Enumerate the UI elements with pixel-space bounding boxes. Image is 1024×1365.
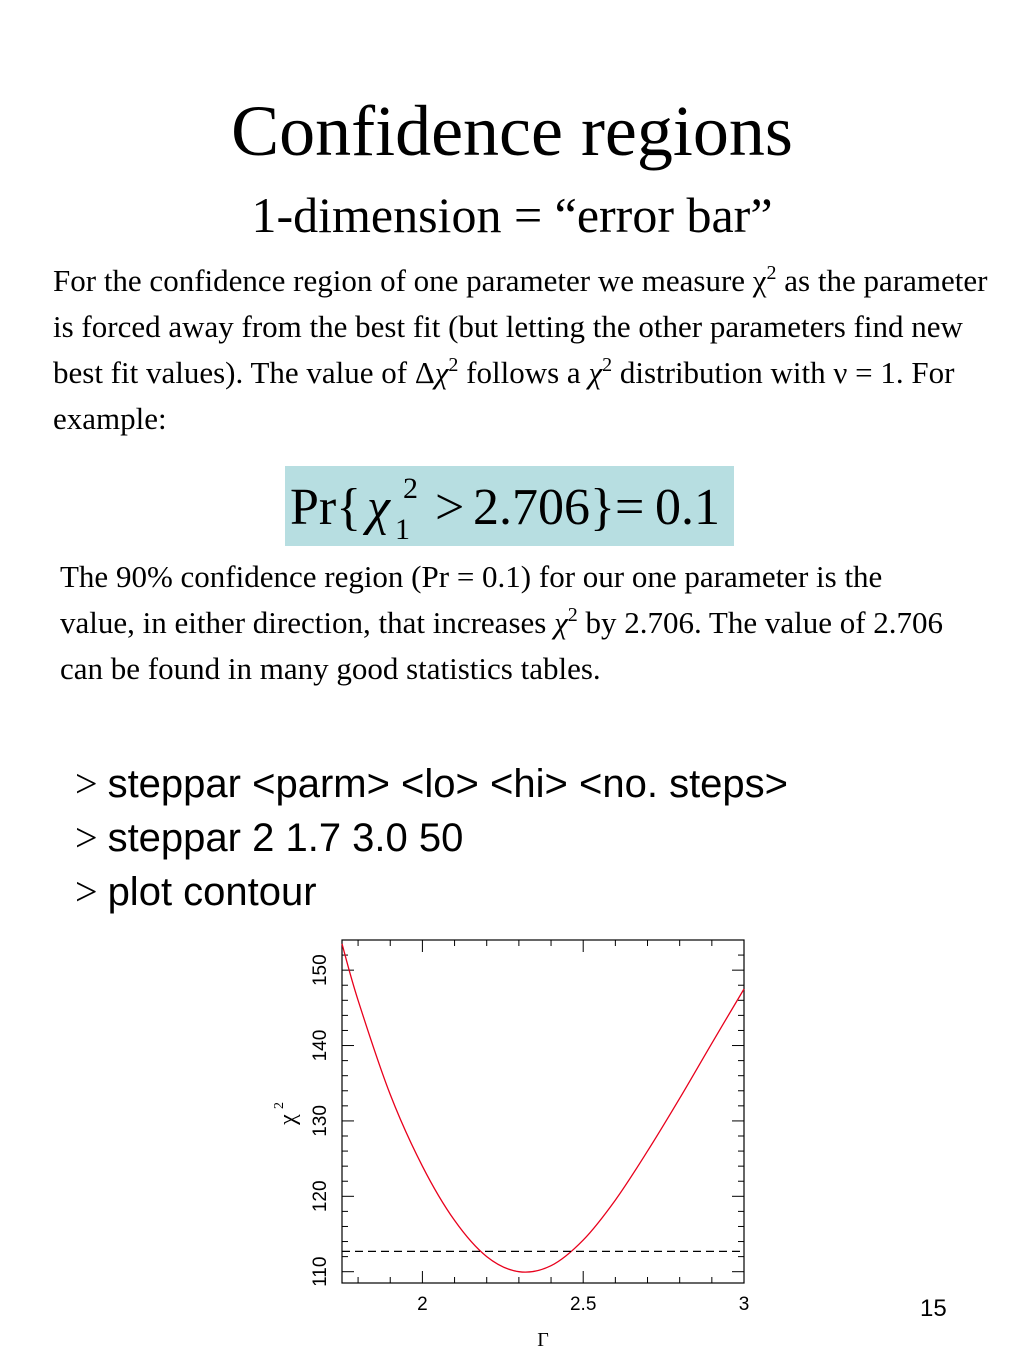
explanation-paragraph	[60, 554, 960, 692]
intro-text-2: as the parameter is forced away from the best fit (but letting the other parameters find new best fit values). The value of Δ	[53, 263, 988, 390]
y-tick-label: 130	[310, 1105, 331, 1137]
slide-subtitle: 1-dimension = “error bar”	[251, 187, 773, 243]
superscript: 2	[567, 604, 578, 626]
eq-pr: Pr{	[290, 479, 362, 536]
eq-gt: >	[435, 479, 465, 536]
eq-chi: χ	[367, 479, 390, 536]
y-tick-label: 120	[310, 1180, 331, 1213]
command-list	[75, 757, 975, 919]
equation-box	[285, 466, 734, 546]
intro-text-3: follows a	[458, 355, 589, 390]
chart-svg	[250, 930, 770, 1355]
explain-text-2: by 2.706. The value of 2.706 can be found in many good statistics tables.	[60, 605, 944, 686]
superscript: 2	[602, 354, 613, 376]
y-axis-label: χ	[275, 1114, 301, 1125]
equation	[285, 466, 734, 546]
eq-sub: 1	[395, 513, 410, 546]
command-text: steppar <parm> <lo> <hi> <no. steps>	[107, 762, 789, 806]
chi-symbol: χ	[588, 355, 603, 390]
command-prompt: >	[75, 761, 108, 806]
eq-result: 0.1	[655, 479, 720, 536]
y-tick-label: 140	[310, 1029, 331, 1062]
x-tick-label: 3	[738, 1294, 750, 1315]
y-axis-label-superscript: 2	[272, 1102, 287, 1109]
command-text: steppar 2 1.7 3.0 50	[107, 816, 464, 860]
y-tick-label: 110	[310, 1256, 331, 1287]
intro-paragraph	[53, 258, 998, 442]
explain-text-1: The 90% confidence region (Pr = 0.1) for our one parameter is the value, in either direction, that increases	[60, 559, 883, 640]
page-number: 15	[920, 1295, 947, 1322]
command-line	[75, 865, 975, 919]
superscript: 2	[766, 262, 777, 284]
intro-text-1: For the confidence region of one parameter we measure	[53, 263, 753, 298]
x-tick-label: 2.5	[569, 1294, 597, 1315]
eq-value: 2.706}	[473, 479, 615, 536]
eq-equals: =	[615, 479, 645, 536]
chi-square-chart	[250, 930, 770, 1355]
x-tick-label: 2	[417, 1294, 428, 1315]
superscript: 2	[448, 354, 459, 376]
command-prompt: >	[75, 815, 108, 860]
intro-text-4: distribution with ν = 1. For example:	[53, 355, 955, 436]
command-text: plot contour	[107, 870, 317, 914]
chi-symbol: χ	[434, 355, 449, 390]
x-axis-label: Γ	[537, 1329, 549, 1351]
chi-symbol: χ	[554, 605, 568, 640]
command-prompt: >	[75, 869, 108, 914]
command-line	[75, 757, 975, 811]
eq-sup: 2	[403, 472, 418, 505]
y-tick-label: 150	[310, 954, 331, 987]
slide-title: Confidence regions	[231, 91, 793, 171]
plot-frame	[342, 940, 744, 1283]
chi-symbol: χ	[752, 263, 767, 298]
command-line	[75, 811, 975, 865]
chi-square-curve	[342, 944, 744, 1272]
